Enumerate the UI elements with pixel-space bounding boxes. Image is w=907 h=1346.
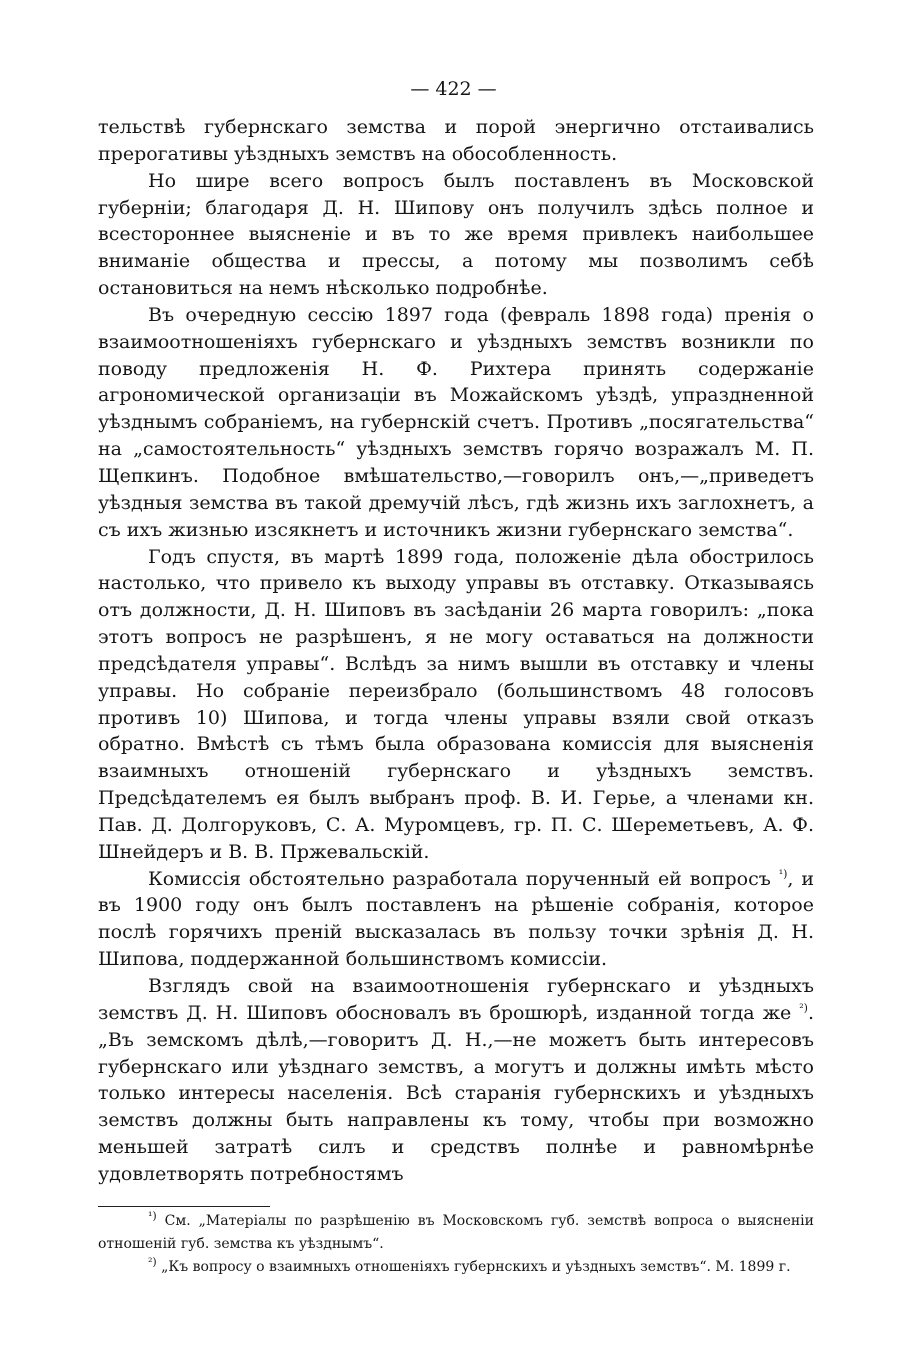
footnote-ref-2: ²) [799, 1001, 808, 1015]
footnote-1 [98, 1210, 814, 1256]
paragraph-6-text-cont: . „Въ земскомъ дѣлѣ,—говоритъ Д. Н.,—не можетъ быть интересовъ губернскаго или уѣзднаго земствъ, а могутъ и должны имѣть мѣсто только интересы населенія. Всѣ старанія губернскихъ и уѣздныхъ земствъ должны быть направлены къ тому, чтобы при возможно меньшей затратѣ силъ и средствъ полнѣе и равномѣрнѣе удовлетворять потребностямъ [98, 1001, 814, 1185]
paragraph-3: Въ очередную сессію 1897 года (февраль 1898 года) пренія о взаимоотношеніяхъ губернскаго и уѣздныхъ земствъ возникли по поводу предложенія Н. Ф. Рихтера принять содержаніе агрономической организаціи въ Можайскомъ уѣздѣ, упраздненной уѣзднымъ собраніемъ, на губернскій счетъ. Противъ „посягательства“ на „самостоятельность“ уѣздныхъ земствъ горячо возражалъ М. П. Щепкинъ. Подобное вмѣшательство,—говорилъ онъ,—„приведетъ уѣздныя земства въ такой дремучій лѣсъ, гдѣ жизнь ихъ заглохнетъ, а съ ихъ жизнью изсякнетъ и источникъ жизни губернскаго земства“. [98, 303, 814, 541]
paragraph-6 [98, 973, 814, 1188]
footnote-text-2: „Къ вопросу о взаимныхъ отношеніяхъ губернскихъ и уѣздныхъ земствъ“. М. 1899 г. [156, 1259, 791, 1275]
footnote-text-1: См. „Матеріалы по разрѣшенію въ Московскомъ губ. земствѣ вопроса о выясненіи отношеній губ. земства къ уѣзднымъ“. [98, 1213, 814, 1252]
main-text [98, 114, 814, 1188]
paragraph-5-text-cont: , и въ 1900 году онъ былъ поставленъ на рѣшеніе собранія, которое послѣ горячихъ преній высказалась въ пользу точки зрѣнія Д. Н. Шипова, поддержанной большинствомъ комиссіи. [98, 867, 814, 971]
paragraph-5 [98, 866, 814, 973]
paragraph-1: тельствѣ губернскаго земства и порой энергично отстаивались прерогативы уѣздныхъ земствъ на обособленность. [98, 116, 814, 165]
paragraph-4: Годъ спустя, въ мартѣ 1899 года, положеніе дѣла обострилось настолько, что привело къ выходу управы въ отставку. Отказываясь отъ должности, Д. Н. Шиповъ въ засѣданіи 26 марта говорилъ: „пока этотъ вопросъ не разрѣшенъ, я не могу оставаться на должности предсѣдателя управы“. Вслѣдъ за нимъ вышли въ отставку и члены управы. Но собраніе переизбрало (большинствомъ 48 голосовъ противъ 10) Шипова, и тогда члены управы взяли свой отказъ обратно. Вмѣстѣ съ тѣмъ была образована комиссія для выясненія взаимныхъ отношеній губернскаго и уѣздныхъ земствъ. Предсѣдателемъ ея былъ выбранъ проф. В. И. Герье, а членами кн. Пав. Д. Долгоруковъ, С. А. Муромцевъ, гр. П. С. Шереметьевъ, А. Ф. Шнейдеръ и В. В. Пржевальскій. [98, 545, 814, 863]
footnote-divider [98, 1206, 270, 1207]
paragraph-6-text: Взглядъ свой на взаимоотношенія губернскаго и уѣздныхъ земствъ Д. Н. Шиповъ обосновалъ въ брошюрѣ, изданной тогда же [98, 975, 814, 1024]
footnotes [98, 1210, 814, 1279]
page-number: — 422 — [410, 78, 497, 100]
footnote-marker-2: ²) [148, 1255, 157, 1269]
paragraph-2: Но шире всего вопросъ былъ поставленъ въ Московской губерніи; благодаря Д. Н. Шипову онъ получилъ здѣсь полное и всестороннее выясненіе и въ то же время привлекъ наибольшее вниманіе общества и прессы, а потому мы позволимъ себѣ остановиться на немъ нѣсколько подробнѣе. [98, 169, 814, 300]
footnote-ref-1: ¹) [778, 867, 788, 881]
paragraph-5-text: Комиссія обстоятельно разработала порученный ей вопросъ [148, 867, 779, 890]
footnote-marker-1: ¹) [148, 1209, 157, 1223]
footnote-2 [98, 1256, 814, 1279]
